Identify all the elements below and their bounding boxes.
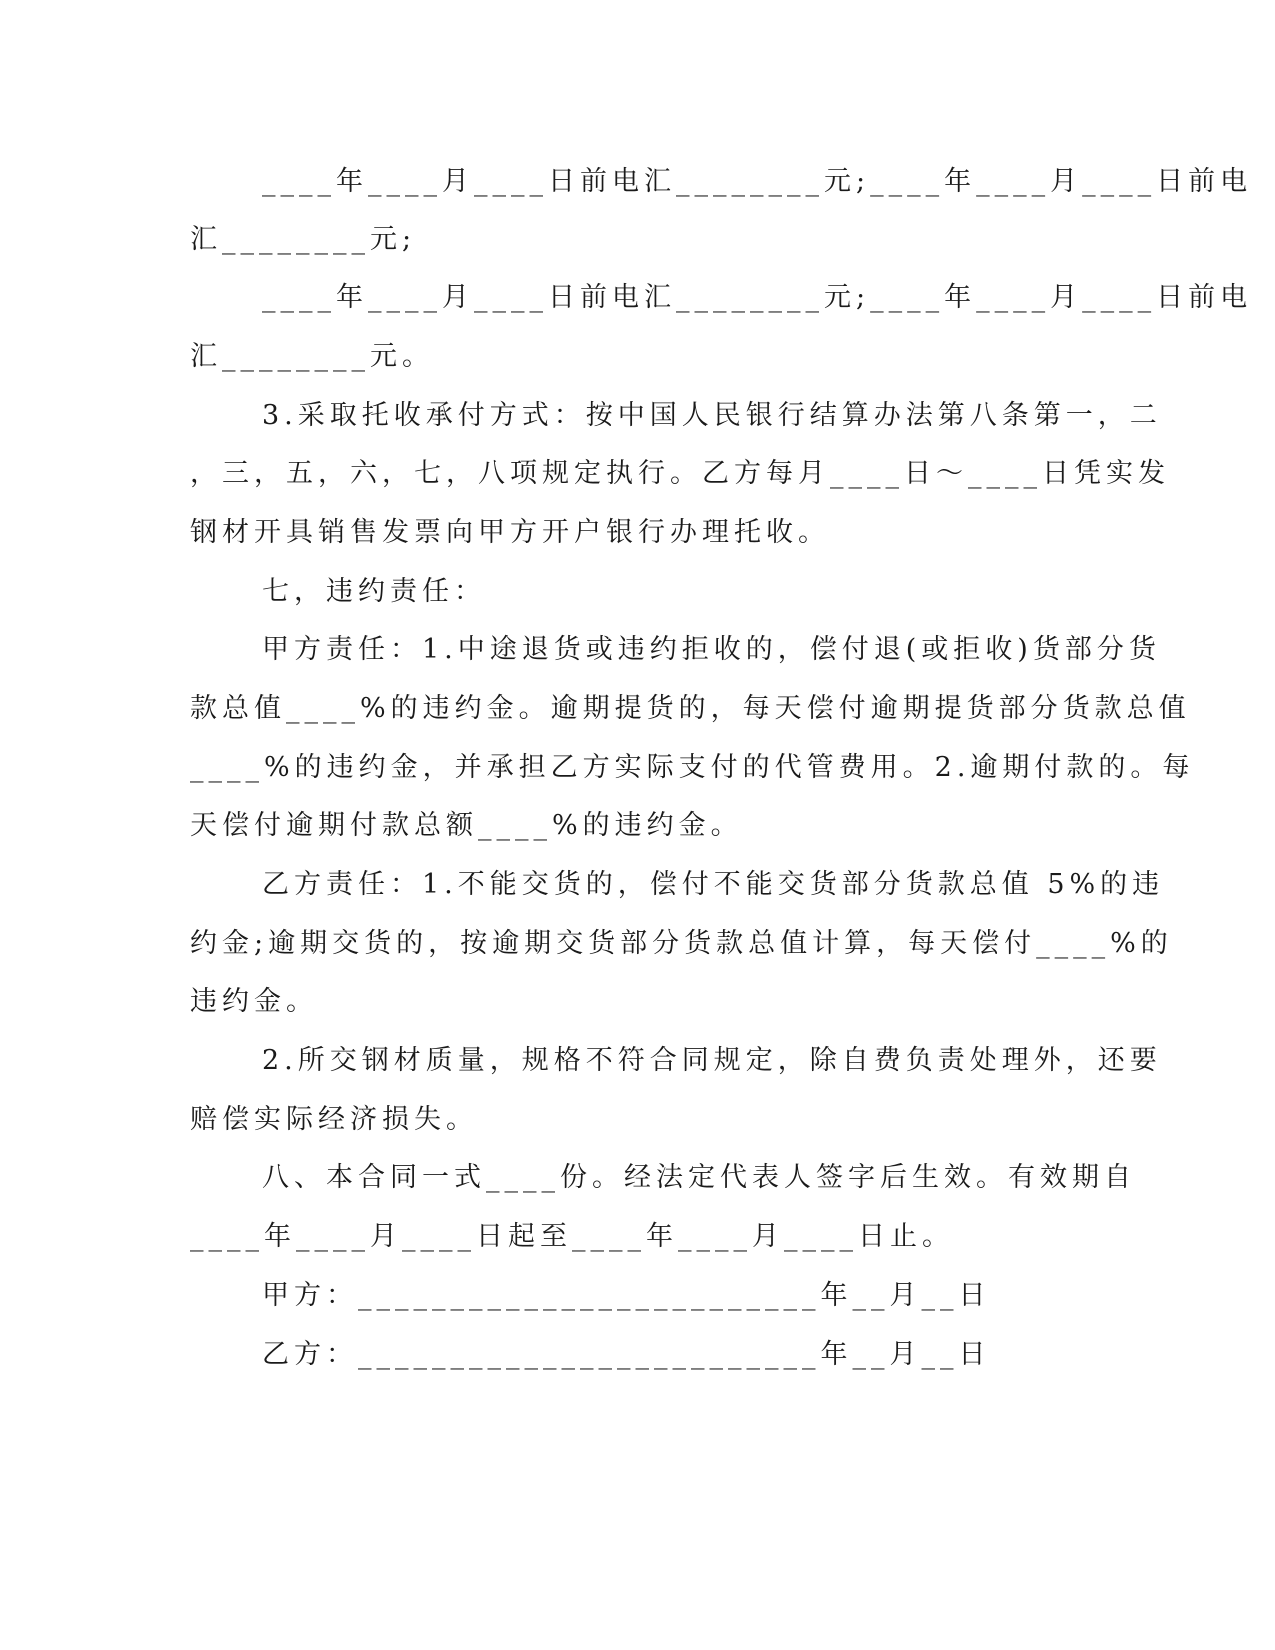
copies-validity-paragraph: 八、本合同一式____份。经法定代表人签字后生效。有效期自 (262, 1162, 1136, 1193)
quality-clause-paragraph: 2.所交钢材质量，规格不符合同规定，除自费负责处理外，还要 (262, 1045, 1162, 1076)
party-b-liability-line-2: 约金;逾期交货的，按逾期交货部分货款总值计算，每天偿付____%的 (190, 928, 1173, 959)
collection-method-paragraph-line-3: 钢材开具销售发票向甲方开户银行办理托收。 (190, 517, 830, 548)
quality-clause-line-2: 赔偿实际经济损失。 (190, 1104, 478, 1135)
validity-period-line: ____年____月____日起至____年____月____日止。 (190, 1221, 954, 1252)
payment-schedule-line-1-cont: 汇________元; (190, 224, 417, 255)
section-heading-liability: 七，违约责任： (262, 576, 486, 607)
party-a-liability-line-3: ____%的违约金，并承担乙方实际支付的代管费用。2.逾期付款的。每 (190, 752, 1195, 783)
payment-schedule-line-2: ____年____月____日前电汇________元;____年____月____日前电 (262, 282, 1253, 313)
party-a-liability-line-4: 天偿付逾期付款总额____%的违约金。 (190, 810, 743, 841)
payment-schedule-line-1: ____年____月____日前电汇________元;____年____月____日前电 (262, 166, 1253, 197)
party-a-liability-line-2: 款总值____%的违约金。逾期提货的，每天偿付逾期提货部分货款总值 (190, 693, 1191, 724)
party-b-liability-line-3: 违约金。 (190, 986, 318, 1017)
party-a-signature-line: 甲方：_________________________年__月__日 (262, 1280, 991, 1311)
payment-schedule-line-2-cont: 汇________元。 (190, 341, 434, 372)
collection-method-paragraph: 3.采取托收承付方式：按中国人民银行结算办法第八条第一，二 (262, 400, 1162, 431)
collection-method-paragraph-line-2: ，三，五，六，七，八项规定执行。乙方每月____日～____日凭实发 (190, 458, 1170, 489)
party-b-signature-line: 乙方：_________________________年__月__日 (262, 1339, 991, 1370)
party-b-liability-paragraph: 乙方责任：1.不能交货的，偿付不能交货部分货款总值 5%的违 (262, 869, 1165, 900)
party-a-liability-paragraph: 甲方责任：1.中途退货或违约拒收的，偿付退(或拒收)货部分货 (262, 634, 1161, 665)
